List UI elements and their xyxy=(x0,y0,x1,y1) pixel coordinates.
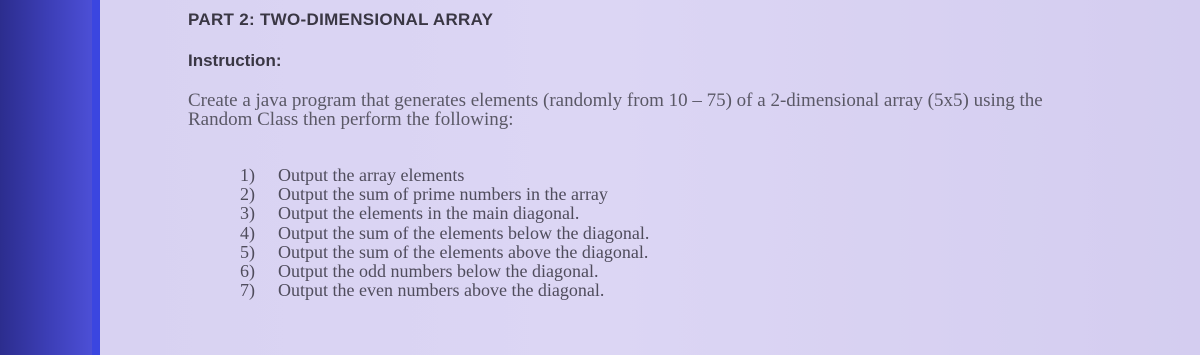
list-item xyxy=(240,224,649,243)
part-title: PART 2: TWO-DIMENSIONAL ARRAY xyxy=(188,10,494,29)
list-item xyxy=(240,281,649,300)
task-number: 6) xyxy=(240,261,255,282)
task-list xyxy=(240,166,649,300)
task-number: 3) xyxy=(240,203,255,224)
task-text: Output the elements in the main diagonal. xyxy=(278,203,580,224)
task-text: Output the odd numbers below the diagonal. xyxy=(278,261,599,282)
task-text: Output the sum of the elements above the diagonal. xyxy=(278,241,649,262)
window-edge-bar xyxy=(92,0,100,355)
document-page xyxy=(100,0,1200,355)
list-item xyxy=(240,166,649,185)
task-number: 2) xyxy=(240,184,255,205)
task-text: Output the even numbers above the diagonal. xyxy=(278,280,605,301)
instruction-paragraph: Create a java program that generates elements (randomly from 10 – 75) of a 2-dimensional array (5x5) using the Random Class then perform the following: xyxy=(188,90,1043,130)
task-number: 4) xyxy=(240,222,255,243)
list-item xyxy=(240,185,649,204)
monitor-bezel xyxy=(0,0,92,355)
task-number: 5) xyxy=(240,241,255,262)
list-item xyxy=(240,243,649,262)
task-text: Output the sum of prime numbers in the array xyxy=(278,184,608,205)
task-number: 7) xyxy=(240,280,255,301)
task-text: Output the array elements xyxy=(278,165,465,185)
task-text: Output the sum of the elements below the diagonal. xyxy=(278,222,650,243)
task-number: 1) xyxy=(240,165,255,185)
instruction-label: Instruction: xyxy=(188,51,282,70)
list-item xyxy=(240,204,649,223)
list-item xyxy=(240,262,649,281)
